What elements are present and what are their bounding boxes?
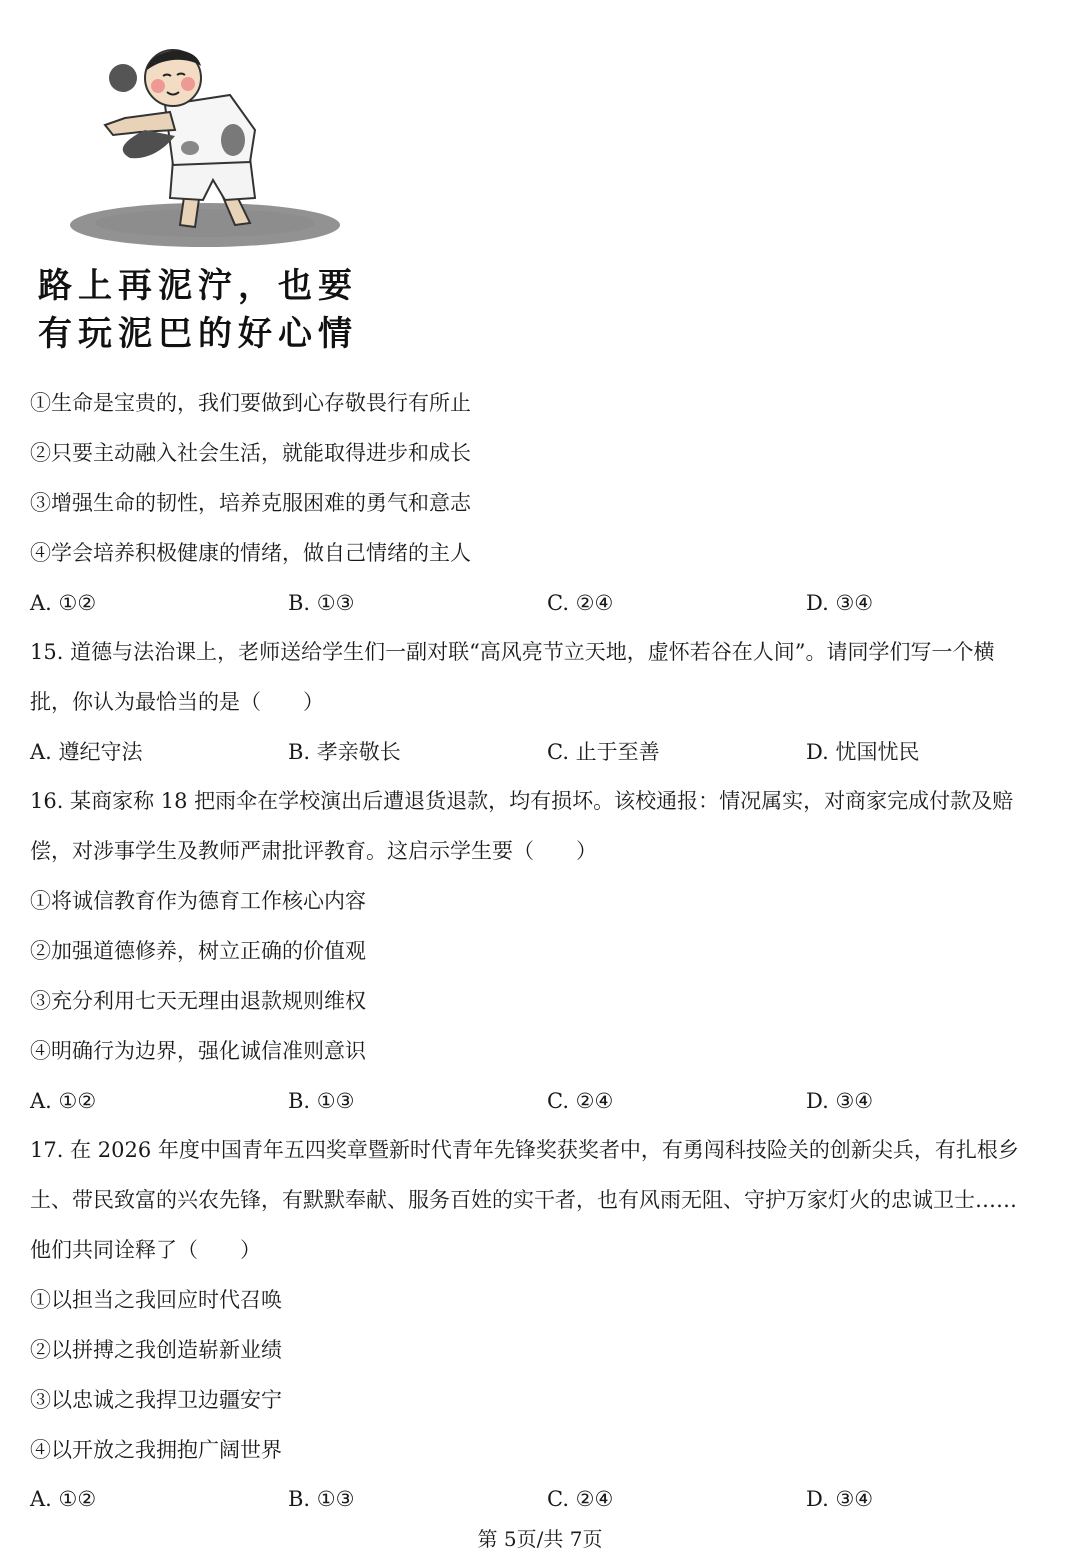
q15-stem-line-2: 批，你认为最恰当的是（ ） [30, 690, 324, 714]
q16-statement-4: ④明确行为边界，强化诚信准则意识 [30, 1039, 366, 1063]
q17-stem-line-3: 他们共同诠释了（ ） [30, 1238, 261, 1262]
q17-stem-line-2: 土、带民致富的兴农先锋，有默默奉献、服务百姓的实干者，也有风雨无阻、守护万家灯火的忠诚卫士…… [30, 1188, 1017, 1212]
q17-statement-3: ③以忠诚之我捍卫边疆安宁 [30, 1388, 282, 1412]
caption-line-1: 路上再泥泞，也要 [38, 266, 358, 306]
q17-statement-1: ①以担当之我回应时代召唤 [30, 1288, 282, 1312]
q17-statement-4: ④以开放之我拥抱广阔世界 [30, 1438, 282, 1462]
q14-option-a: A. ①② [30, 591, 97, 615]
q14-statement-1: ①生命是宝贵的，我们要做到心存敬畏行有所止 [30, 391, 471, 415]
q16-option-b: B. ①③ [288, 1089, 355, 1113]
q16-statement-2: ②加强道德修养，树立正确的价值观 [30, 939, 366, 963]
q16-statement-3: ③充分利用七天无理由退款规则维权 [30, 989, 366, 1013]
q14-statement-4: ④学会培养积极健康的情绪，做自己情绪的主人 [30, 541, 471, 565]
q17-statement-2: ②以拼搏之我创造崭新业绩 [30, 1338, 282, 1362]
child-playing-mud-illustration [55, 40, 345, 255]
q14-statement-3: ③增强生命的韧性，培养克服困难的勇气和意志 [30, 491, 471, 515]
q15-option-b: B. 孝亲敬长 [288, 740, 401, 764]
q14-option-b: B. ①③ [288, 591, 355, 615]
q15-option-d: D. 忧国忧民 [806, 740, 920, 764]
q14-option-c: C. ②④ [547, 591, 614, 615]
q16-option-a: A. ①② [30, 1089, 97, 1113]
q16-option-c: C. ②④ [547, 1089, 614, 1113]
q17-option-d: D. ③④ [806, 1487, 874, 1511]
illustration-caption [38, 262, 458, 358]
page-number-footer: 第 5页/共 7页 [477, 1527, 603, 1551]
q15-option-a: A. 遵纪守法 [30, 740, 143, 764]
q16-statement-1: ①将诚信教育作为德育工作核心内容 [30, 889, 366, 913]
q16-option-d: D. ③④ [806, 1089, 874, 1113]
q17-option-b: B. ①③ [288, 1487, 355, 1511]
q17-option-c: C. ②④ [547, 1487, 614, 1511]
q17-option-a: A. ①② [30, 1487, 97, 1511]
q17-stem-line-1: 17. 在 2026 年度中国青年五四奖章暨新时代青年先锋奖获奖者中，有勇闯科技险关的创新尖兵，有扎根乡 [30, 1138, 1019, 1162]
q16-stem-line-2: 偿，对涉事学生及教师严肃批评教育。这启示学生要（ ） [30, 839, 597, 863]
q16-stem-line-1: 16. 某商家称 18 把雨伞在学校演出后遭退货退款，均有损坏。该校通报：情况属实，对商家完成付款及赔 [30, 789, 1014, 813]
q15-stem-line-1: 15. 道德与法治课上，老师送给学生们一副对联“高风亮节立天地，虚怀若谷在人间”。请同学们写一个横 [30, 640, 995, 664]
q15-option-c: C. 止于至善 [547, 740, 660, 764]
caption-line-2: 有玩泥巴的好心情 [38, 314, 358, 354]
q14-statement-2: ②只要主动融入社会生活，就能取得进步和成长 [30, 441, 471, 465]
q14-option-d: D. ③④ [806, 591, 874, 615]
